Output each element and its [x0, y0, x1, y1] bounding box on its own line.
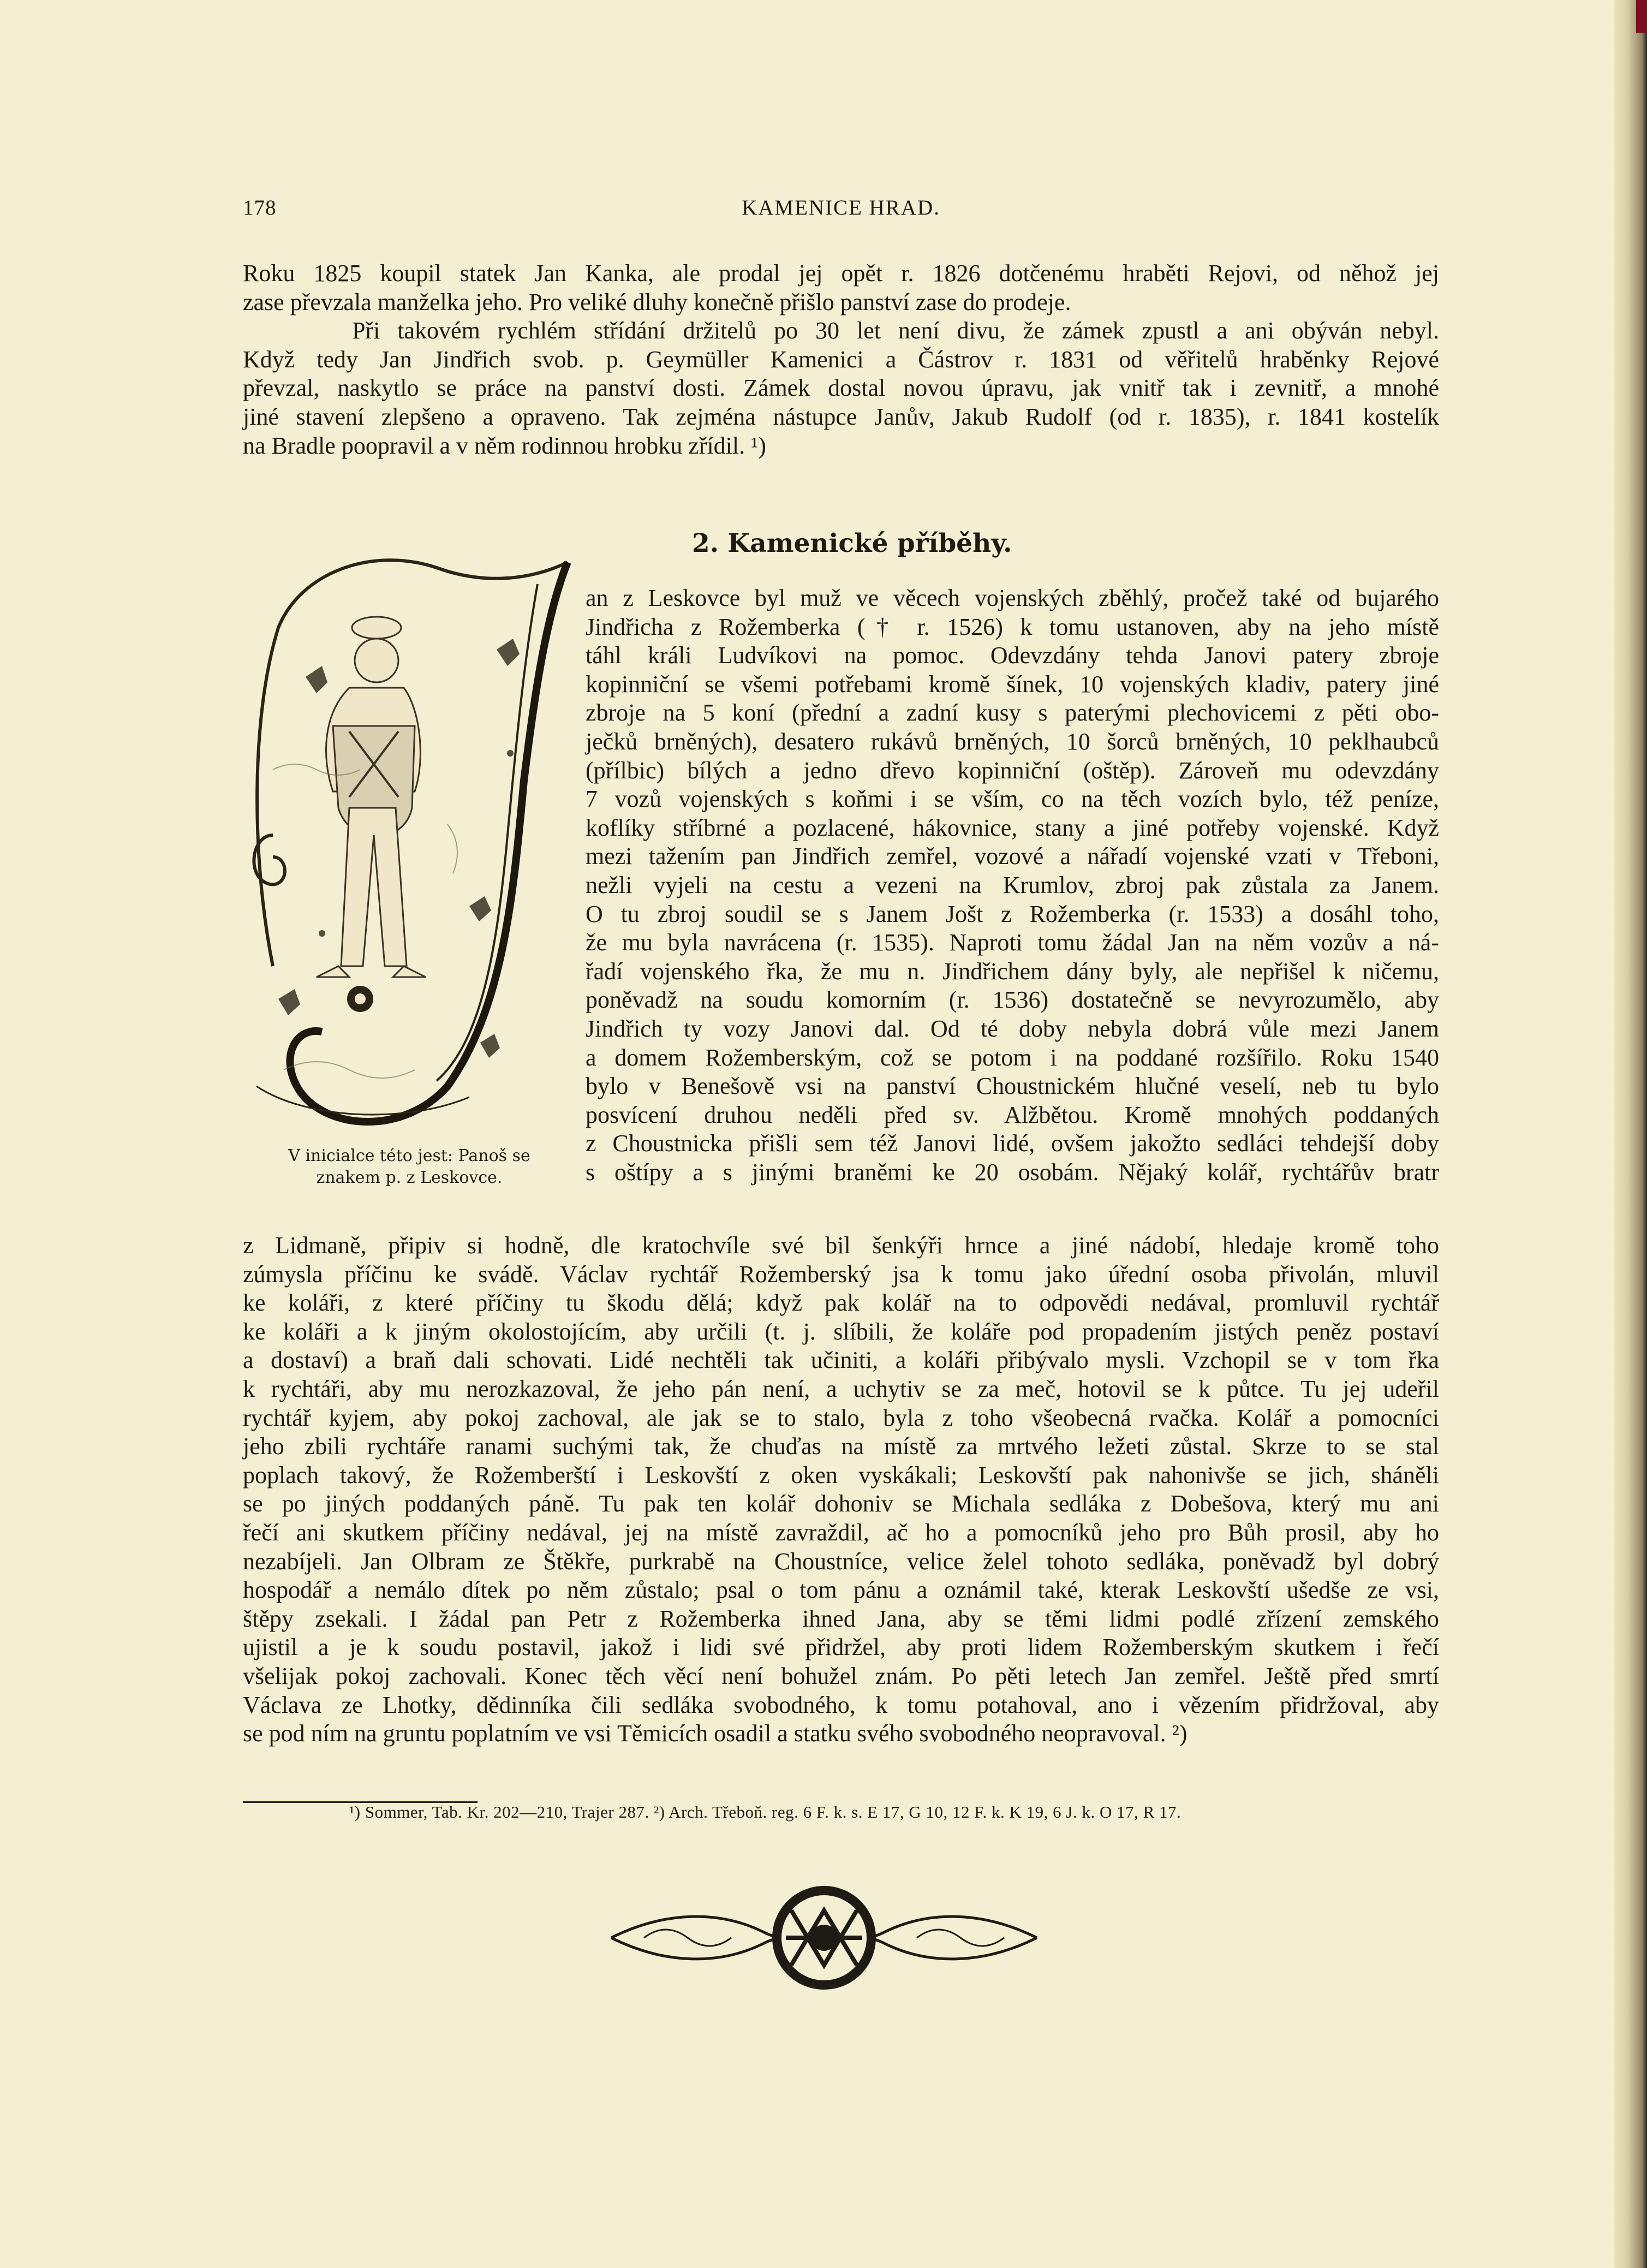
body-line: hospodář a nemálo dítek po něm zůstalo; psal o tom pánu a oznámil také, kterak Leskovští ušedše ze vsi, — [243, 1576, 1439, 1604]
intro-text — [243, 259, 1439, 460]
body-line: koflíky stříbrné a pozlacené, hákovnice, stany a jiné potřeby vojenské. Když — [586, 814, 1439, 841]
body-line: poplach takový, že Rožemberští i Leskovští z oken vyskákali; Leskovští pak nahonivše se jich, sháněli — [243, 1461, 1439, 1489]
body-line: poněvadž na soudu komorním (r. 1536) dostatečně se nevyrozumělo, aby — [586, 986, 1439, 1014]
initial-caption: V inicialce této jest: Panoš se znakem p. z Leskovce. — [288, 1146, 530, 1187]
body-line: rychtář kyjem, aby pokoj zachoval, ale jak se to stalo, byla z toho všeobecná rvačka. Kolář a pomocníci — [243, 1404, 1439, 1431]
body-line: O tu zbroj soudil se s Janem Jošt z Rožemberka (r. 1533) a dosáhl toho, — [586, 900, 1439, 927]
body-line: nežli vyjeli na cestu a vezeni na Krumlov, zbroj pak zůstala za Janem. — [586, 871, 1439, 898]
body-line: jeho zbili rychtáře ranami suchými tak, že chuďas na místě za mrtvého ležeti zůstal. Skrze to se stal — [243, 1433, 1439, 1460]
body-line: se pod ním na gruntu poplatním ve vsi Těmicích osadil a statku svého svobodného neopravoval. ²) — [243, 1720, 1187, 1747]
body-line: 7 vozů vojenských s koňmi i se vším, co na těch vozích bylo, též peníze, — [586, 785, 1439, 813]
footnotes: ¹) Sommer, Tab. Kr. 202—210, Trajer 287. ²) Arch. Třeboň. reg. 6 F. k. s. E 17, G 10, 12 F. k. K 19, 6 J. k. O 17, R 17. — [349, 1802, 1181, 1821]
body-line: k rychtáři, aby mu nerozkazoval, že jeho pán není, a uchytiv se za meč, hotovil se k půtce. Tu jej udeřil — [243, 1375, 1439, 1402]
body-line: Václava ze Lhotky, dědinníka čili sedláka svobodného, k tomu potahoval, ano i vězením přidržoval, aby — [243, 1691, 1439, 1718]
body-line: bylo v Benešově vsi na panství Choustnickém hlučné veselí, neb tu bylo — [586, 1073, 1439, 1100]
body-line: zúmysla příčinu ke svádě. Václav rychtář Rožemberský jsa k tomu jako úřední osoba přivolán, mluvil — [243, 1260, 1439, 1288]
running-header — [243, 195, 1439, 228]
intro-line: Roku 1825 koupil statek Jan Kanka, ale prodal jej opět r. 1826 dotčenému hraběti Rejovi, od něhož jej — [243, 260, 1439, 287]
decorated-initial-illustration — [240, 551, 589, 1141]
intro-line: převzal, naskytlo se práce na panství dosti. Zámek dostal novou úpravu, jak vnitř tak i zevnitř, a mnohé — [243, 374, 1439, 402]
body-line: z Lidmaně, připiv si hodně, dle kratochvíle své bil šenkýři hrnce a jiné nádobí, hledaje kromě toho — [243, 1232, 1439, 1259]
body-line: táhl králi Ludvíkovi na pomoc. Odevzdány tehda Janovi patery zbroje — [586, 642, 1439, 669]
section-heading: 2. Kamenické příběhy. — [692, 528, 1012, 558]
body-line: všelijak pokoj zachovali. Konec těch věcí není bohužel znám. Po pěti letech Jan zemřel. Ještě před smrtí — [243, 1662, 1439, 1689]
body-line: a dostaví) a braň dali schovati. Lidé nechtěli tak učiniti, a koláři přibývalo mysli. Vzchopil se v tom řka — [243, 1347, 1439, 1374]
body-line: z Choustnicka přišli sem též Janovi lidé, ovšem jakožto sedláci tehdejší doby — [586, 1130, 1439, 1157]
body-line: se po jiných poddaných páně. Tu pak ten kolář dohoniv se Michala sedláka z Dobešova, který mu ani — [243, 1490, 1439, 1517]
body-line: štěpy zsekali. I žádal pan Petr z Rožemberka ihned Jana, aby se těmi lidmi podlé zřízení zemského — [243, 1605, 1439, 1632]
intro-line: na Bradle poopravil a v něm rodinnou hrobku zřídil. ¹) — [243, 432, 766, 459]
intro-line: Při takovém rychlém střídání držitelů po 30 let není divu, že zámek zpustl a ani obýván nebyl. — [352, 317, 1439, 344]
body-line: řečí ani skutkem příčiny nedával, jej na místě zavraždil, ač ho a pomocníků jeho pro Bůh prosil, aby ho — [243, 1519, 1439, 1546]
body-line: a domem Rožemberským, což se potom i na poddané rozšířilo. Roku 1540 — [586, 1044, 1439, 1071]
body-line: ječků brněných), desatero rukávů brněných, 10 šorců brněných, 10 peklhaubců — [586, 728, 1439, 755]
running-title: KAMENICE HRAD. — [742, 196, 940, 219]
body-line: (přílbic) bílých a jedno dřevo kopinniční (oštěp). Zároveň mu odevzdány — [586, 757, 1439, 784]
body-line: ke koláři, z které příčiny tu škodu dělá; když pak kolář na to odpovědi nedával, promluvil rychtář — [243, 1289, 1439, 1317]
intro-line: Když tedy Jan Jindřich svob. p. Geymüller Kamenici a Částrov r. 1831 od věřitelů hraběnky Rejové — [243, 346, 1439, 373]
body-line: ke koláři a k jiným okolostojícím, aby určili (t. j. slíbili, že koláře pod propadením jistých peněz postaví — [243, 1318, 1439, 1345]
bookmark-ribbon — [1636, 0, 1647, 33]
page-number: 178 — [243, 196, 277, 219]
body-line: řadí vojenského řka, že mu n. Jindřichem dány byly, ale nepřišel k ničemu, — [586, 957, 1439, 985]
body-line: zbroje na 5 koní (přední a zadní kusy s paterými plechovicemi z pěti obo- — [586, 699, 1439, 727]
body-line: kopinniční se všemi potřebami kromě šínek, 10 vojenských kladiv, patery jiné — [586, 670, 1439, 698]
intro-line: jiné stavení zlepšeno a opraveno. Tak zejména nástupce Janův, Jakub Rudolf (od r. 1835), r. 1841 kostelík — [243, 403, 1439, 430]
body-line: an z Leskovce byl muž ve věcech vojenských zběhlý, pročež také od bujarého — [586, 585, 1439, 611]
body-line: nezabíjeli. Jan Olbram ze Štěkře, purkrabě na Choustníce, velice želel tohoto sedláka, poněvadž byl dobrý — [243, 1547, 1439, 1575]
body-text-right-column — [586, 584, 1439, 1187]
body-line: mezi tažením pan Jindřich zemřel, vozové a nářadí vojenské vzati v Třeboni, — [586, 843, 1439, 870]
body-line: s oštípy a s jinými braněmi ke 20 osobám. Nějaký kolář, rychtářův bratr — [586, 1158, 1439, 1186]
body-text-full-width — [243, 1231, 1439, 1748]
body-line: Jindřicha z Rožemberka († r. 1526) k tomu ustanoven, aby na jeho místě — [586, 613, 1439, 640]
tailpiece-ornament — [600, 1878, 1048, 1998]
intro-line: zase převzala manželka jeho. Pro veliké dluhy konečně přišlo panství zase do prodeje. — [243, 288, 1071, 316]
body-line: že mu byla navrácena (r. 1535). Naproti tomu žádal Jan na něm vozův a ná- — [586, 929, 1439, 956]
page-edge — [1614, 0, 1647, 2268]
body-line: posvícení druhou neděli před sv. Alžbětou. Kromě mnohých poddaných — [586, 1101, 1439, 1128]
body-line: ujistil a je k soudu postavil, jakož i lidi své přidržel, aby proti lidem Rožemberským skutkem i řečí — [243, 1634, 1439, 1661]
body-line: Jindřich ty vozy Janovi dal. Od té doby nebyla dobrá vůle mezi Janem — [586, 1015, 1439, 1042]
